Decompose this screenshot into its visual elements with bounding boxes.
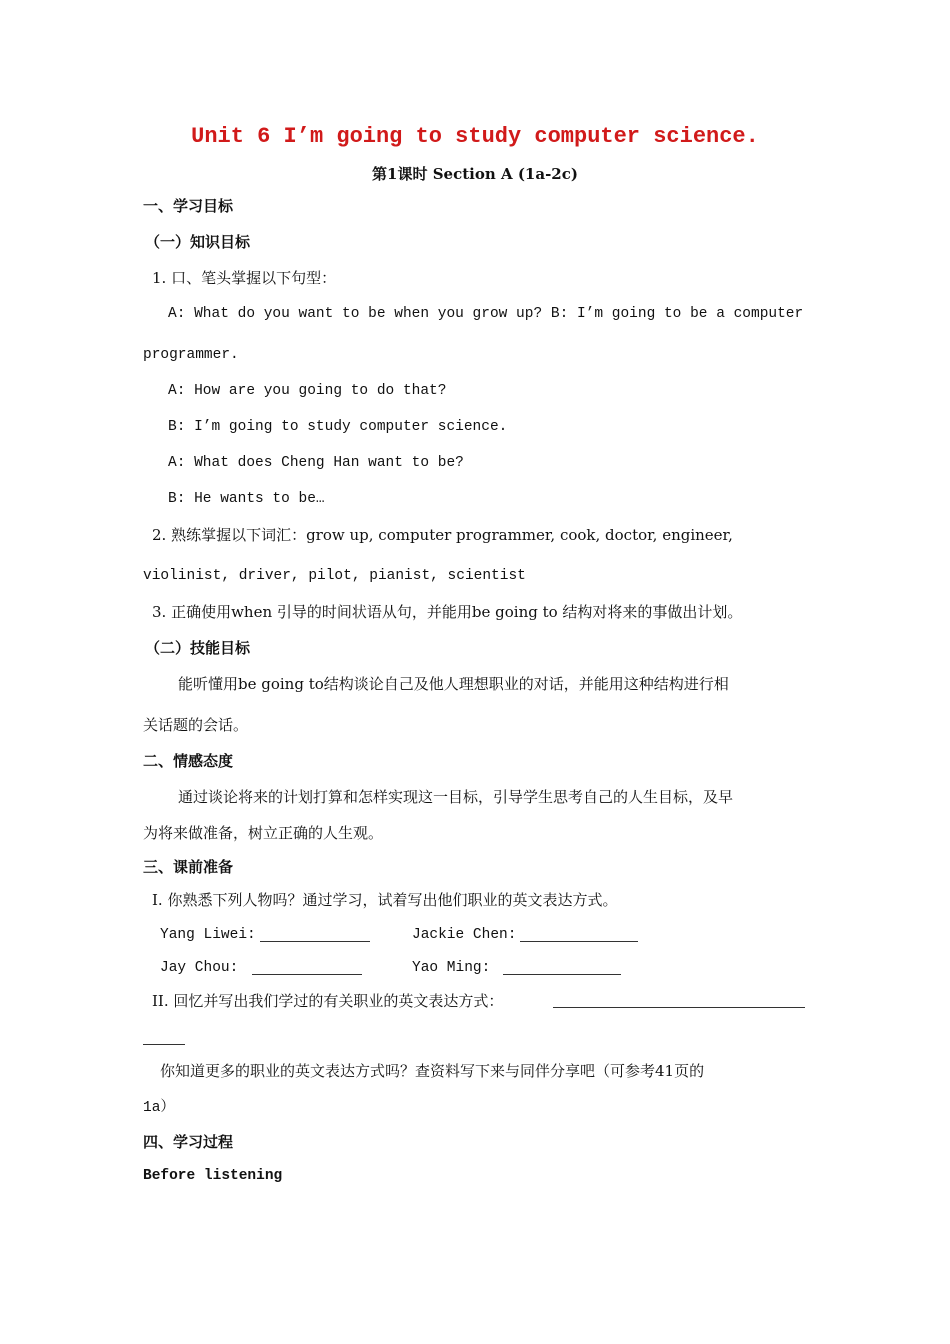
section-heading-objectives: 一、学习目标 [143, 197, 234, 215]
label-yang-liwei: Yang Liwei: [160, 927, 256, 943]
item-2: 2. 熟练掌握以下词汇：grow up, computer programmer, cook, doctor, engineer, [152, 526, 733, 544]
attitude-text-cont: 为将来做准备，树立正确的人生观。 [143, 824, 384, 842]
item-2-cont: violinist, driver, pilot, pianist, scientist [143, 568, 526, 584]
answer-blank-yang-liwei[interactable] [260, 927, 370, 942]
section-heading-preparation: 三、课前准备 [143, 858, 234, 876]
skills-text-cont: 关话题的会话。 [143, 716, 249, 734]
section-heading-attitude: 二、情感态度 [143, 752, 234, 770]
dialogue-line-1-cont: programmer. [143, 347, 239, 363]
before-listening-heading: Before listening [143, 1168, 283, 1184]
prep-item-2: II. 回忆并写出我们学过的有关职业的英文表达方式： [152, 992, 504, 1010]
skills-text: 能听懂用be going to结构谈论自己及他人理想职业的对话，并能用这种结构进行相 [178, 675, 729, 693]
answer-blank-occupations-cont[interactable] [143, 1030, 185, 1045]
prep-item-3: 你知道更多的职业的英文表达方式吗？查资料写下来与同伴分享吧（可参考41页的 [160, 1062, 705, 1080]
label-yao-ming: Yao Ming: [412, 960, 491, 976]
section-heading-process: 四、学习过程 [143, 1133, 234, 1151]
dialogue-line-5: B: He wants to be… [168, 491, 325, 507]
answer-blank-occupations[interactable] [553, 993, 805, 1008]
dialogue-line-4: A: What does Cheng Han want to be? [168, 455, 464, 471]
answer-blank-jackie-chen[interactable] [520, 927, 638, 942]
attitude-text: 通过谈论将来的计划打算和怎样实现这一目标，引导学生思考自己的人生目标，及早 [178, 788, 734, 806]
answer-blank-jay-chou[interactable] [252, 960, 362, 975]
prep-item-1: I. 你熟悉下列人物吗？通过学习，试着写出他们职业的英文表达方式。 [152, 891, 618, 909]
subheading-skills: （二）技能目标 [145, 639, 251, 657]
page-subtitle: 第1课时 Section A (1a-2c) [372, 165, 578, 183]
page-title: Unit 6 I’m going to study computer science. [191, 124, 759, 149]
prep-item-3-cont: 1a） [143, 1100, 175, 1116]
dialogue-line-2: A: How are you going to do that? [168, 383, 447, 399]
dialogue-line-3: B: I’m going to study computer science. [168, 419, 508, 435]
item-3: 3. 正确使用when 引导的时间状语从句，并能用be going to 结构对将来的事做出计划。 [152, 603, 743, 621]
label-jay-chou: Jay Chou: [160, 960, 239, 976]
answer-blank-yao-ming[interactable] [503, 960, 621, 975]
subheading-knowledge: （一）知识目标 [145, 233, 251, 251]
dialogue-line-1: A: What do you want to be when you grow up? B: I’m going to be a computer [168, 306, 804, 322]
label-jackie-chen: Jackie Chen: [412, 927, 517, 943]
item-1: 1. 口、笔头掌握以下句型： [152, 269, 337, 287]
